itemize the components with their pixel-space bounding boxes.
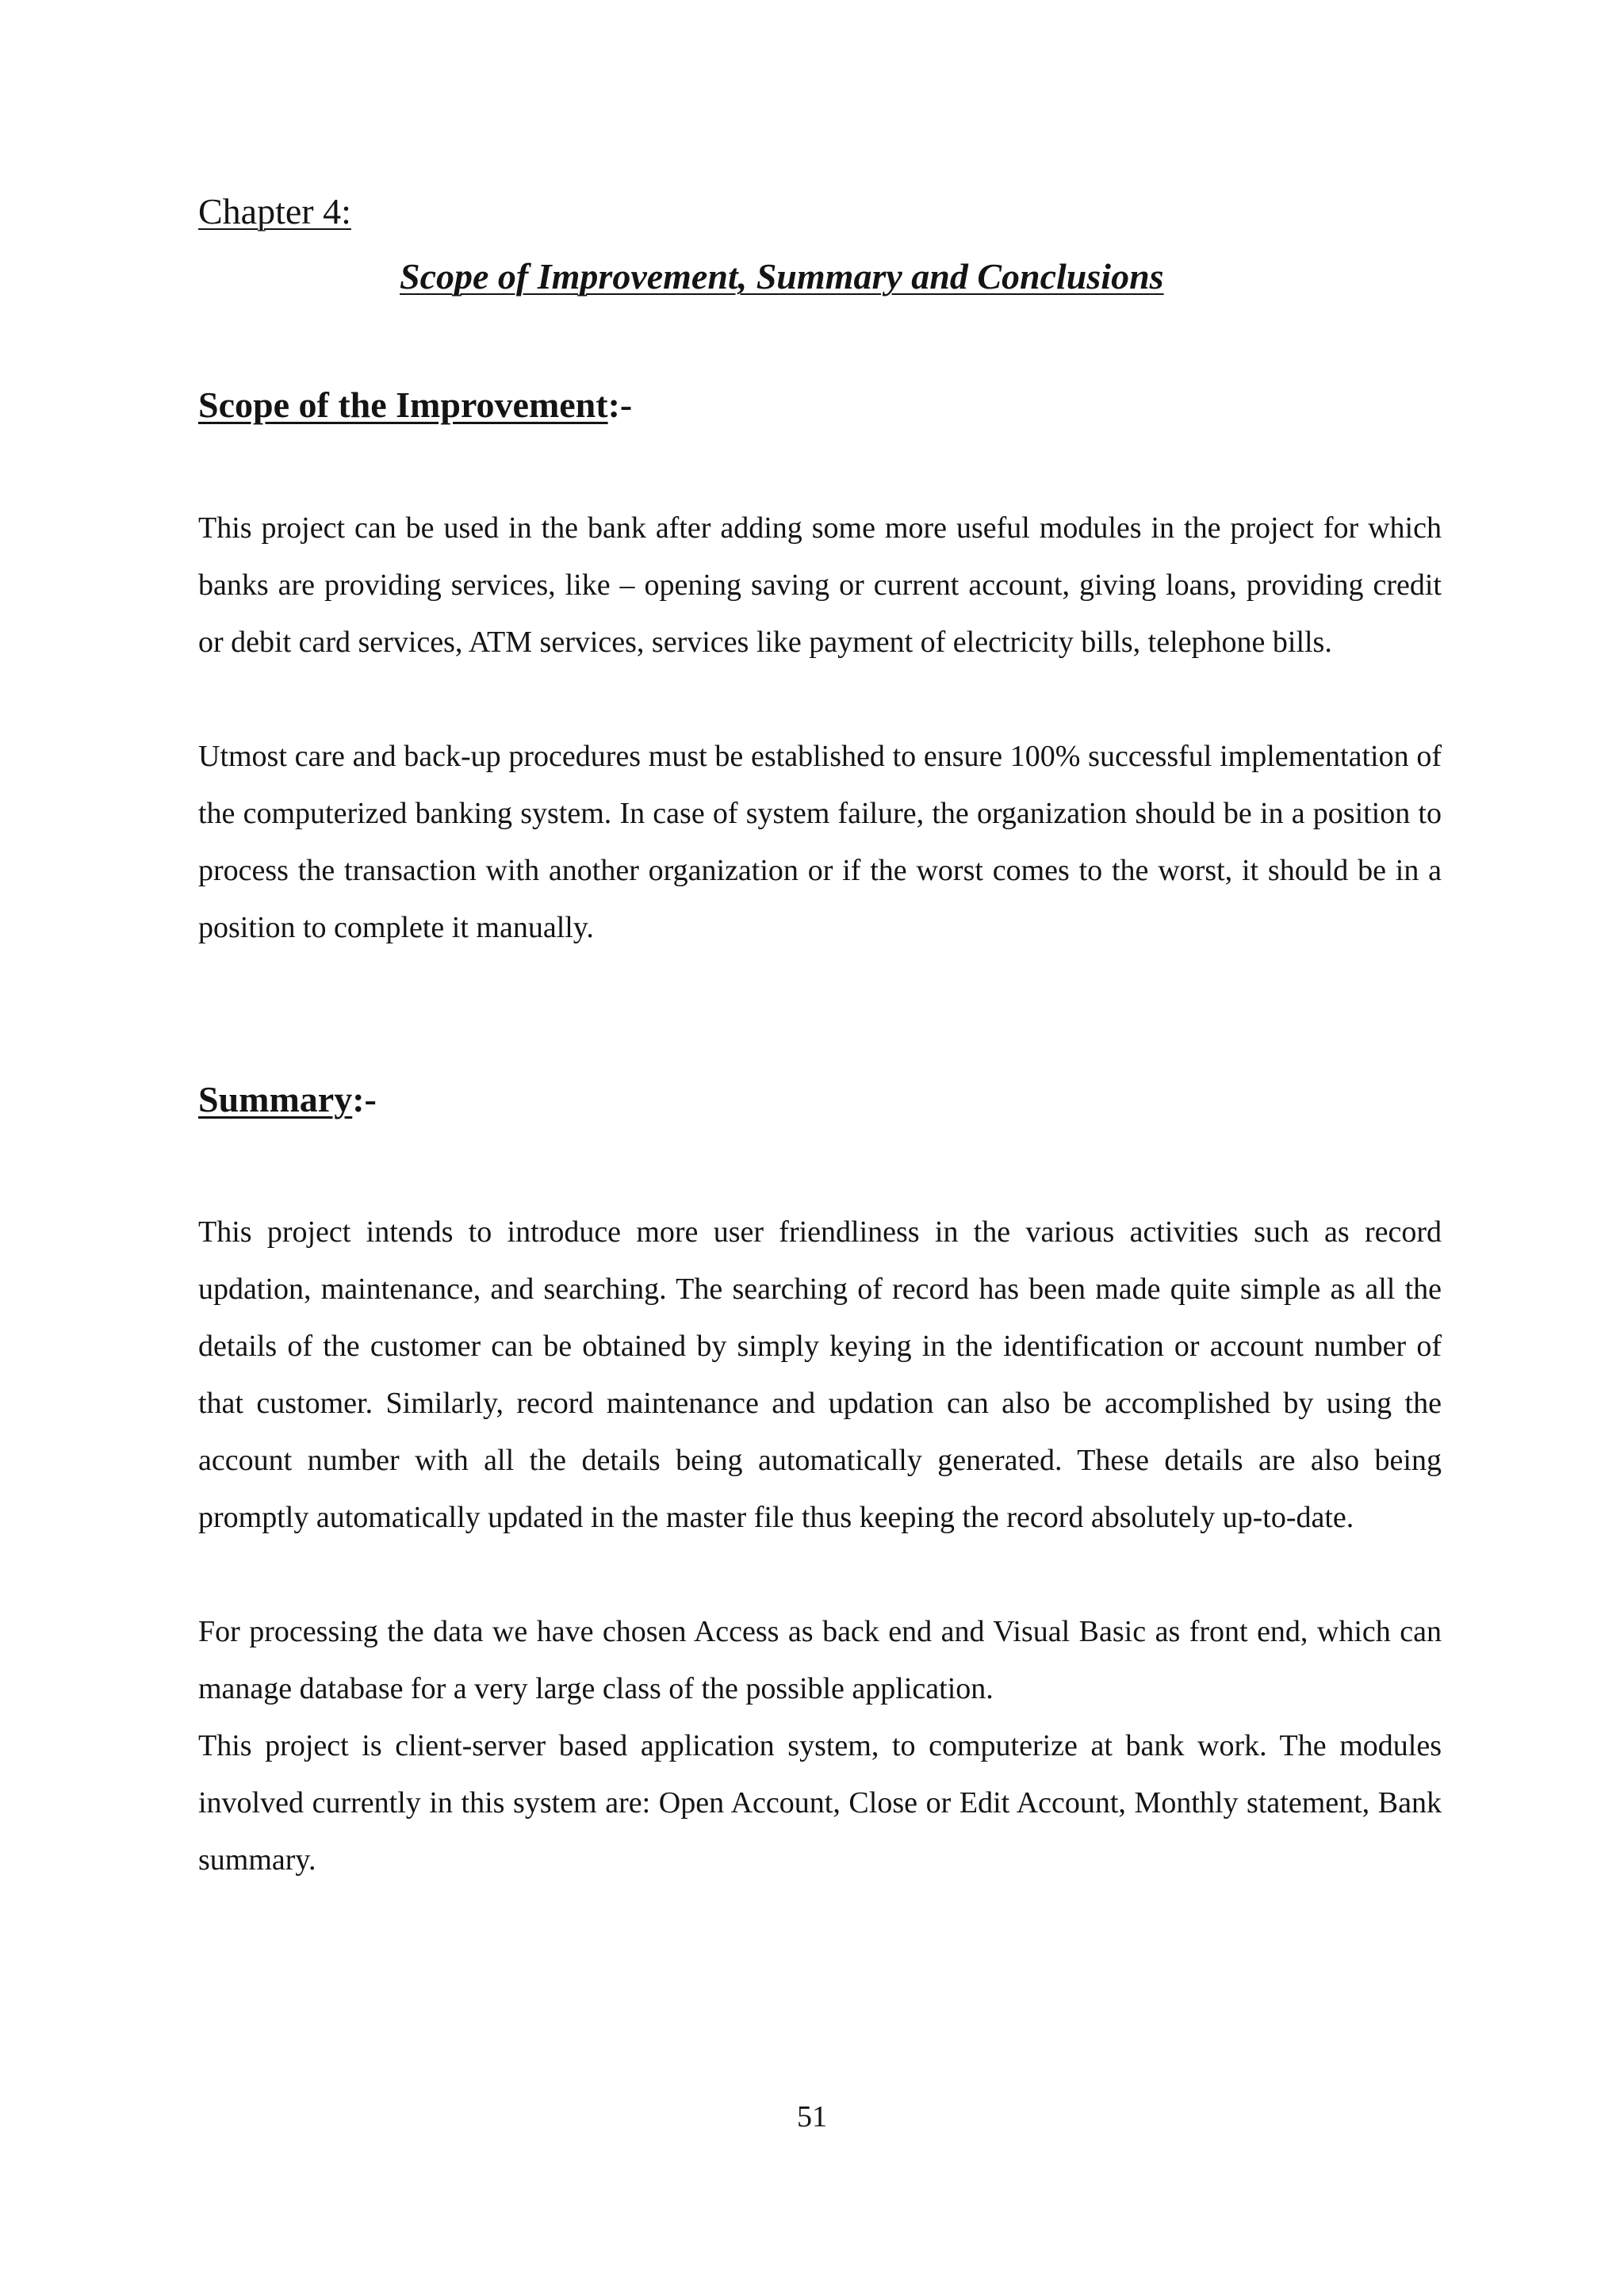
scope-paragraph-2: Utmost care and back-up procedures must be established to ensure 100% successful implementation of the computerized banking system. In case of system failure, the organization should be in a position to process the transaction with another organization or if the worst comes to the worst, it should be in a position to complete it manually. (198, 740, 1442, 944)
scope-heading-suffix: :- (607, 385, 633, 425)
scope-heading-text: Scope of the Improvement (198, 385, 608, 425)
scope-paragraph-1: This project can be used in the bank after adding some more useful modules in the project for which banks are providing services, like – opening saving or current account, giving loans, providing credit or debit card services, ATM services, services like payment of electricity bills, telephone bills. (198, 511, 1442, 659)
summary-paragraph-2: For processing the data we have chosen Access as back end and Visual Basic as front end, which can manage database for a very large class of the possible application. (198, 1615, 1442, 1705)
scope-section-heading (198, 384, 632, 426)
summary-heading-text: Summary (198, 1079, 353, 1119)
chapter-label: Chapter 4: (198, 191, 351, 232)
page-number: 51 (797, 2100, 827, 2133)
summary-paragraph-3: This project is client-server based application system, to computerize at bank work. The modules involved currently in this system are: Open Account, Close or Edit Account, Monthly statement, Bank summary. (198, 1729, 1442, 1877)
summary-heading-suffix: :- (352, 1079, 377, 1119)
chapter-title: Scope of Improvement, Summary and Conclusions (400, 256, 1164, 297)
summary-section-heading (198, 1078, 377, 1120)
summary-paragraph-1: This project intends to introduce more user friendliness in the various activities such as record updation, maintenance, and searching. The searching of record has been made quite simple as all the details of the customer can be obtained by simply keying in the identification or account number of that customer. Similarly, record maintenance and updation can also be accomplished by using the account number with all the details being automatically generated. These details are also being promptly automatically updated in the master file thus keeping the record absolutely up-to-date. (198, 1215, 1442, 1534)
